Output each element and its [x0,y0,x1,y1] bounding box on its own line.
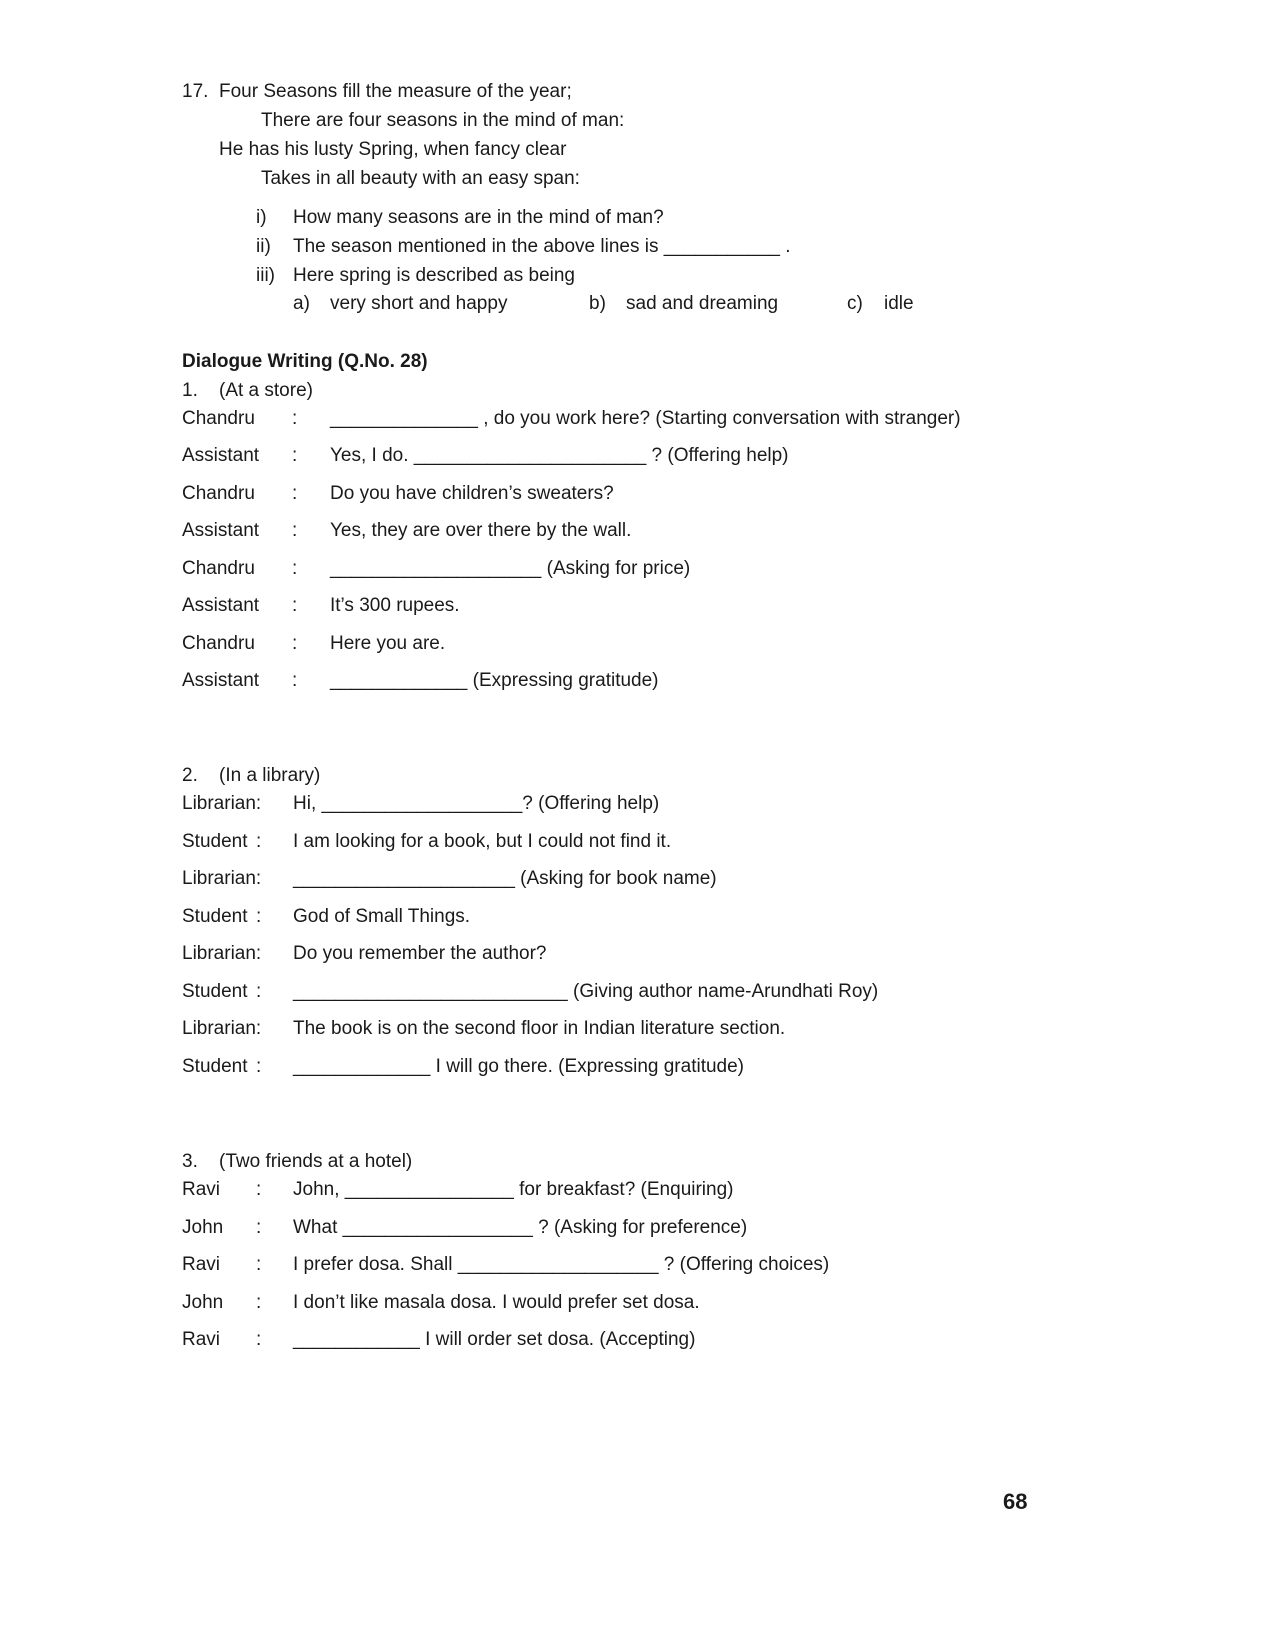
dialogue-line: I prefer dosa. Shall ___________________ ? (Offering choices) [293,1254,830,1275]
dialogue-line: Hi, ___________________? (Offering help) [293,793,660,814]
speaker: Chandru [182,483,255,504]
speaker-colon: : [292,670,298,691]
speaker: John [182,1292,224,1313]
speaker: Ravi [182,1254,221,1275]
dialogue-setting: (In a library) [219,765,321,786]
dialogue-line: God of Small Things. [293,906,471,927]
sub-question-number: iii) [256,265,275,286]
dialogue-line: Do you remember the author? [293,943,547,964]
dialogue-line: ____________________ (Asking for price) [330,558,691,579]
dialogue-line: _____________ I will go there. (Expressing gratitude) [293,1056,745,1077]
speaker: Librarian: [182,793,262,814]
poem-line: Four Seasons fill the measure of the year; [219,81,572,102]
option-label: c) [847,293,863,314]
speaker-colon: : [256,906,262,927]
speaker: John [182,1217,224,1238]
page-number: 68 [1003,1489,1028,1514]
dialogue-line: Here you are. [330,633,446,654]
dialogue-setting: (Two friends at a hotel) [219,1151,413,1172]
dialogue-line: What __________________ ? (Asking for preference) [293,1217,748,1238]
dialogue-number: 3. [182,1151,198,1172]
speaker-colon: : [256,831,262,852]
speaker-colon: : [256,981,262,1002]
speaker: Assistant [182,445,260,466]
speaker: Ravi [182,1329,221,1350]
option-text: sad and dreaming [626,293,779,314]
speaker: Student [182,906,248,927]
speaker: Student [182,1056,248,1077]
speaker: Student [182,831,248,852]
speaker-colon: : [256,1217,262,1238]
speaker-colon: : [292,595,298,616]
dialogue-number: 2. [182,765,198,786]
dialogue-line: Yes, I do. ______________________ ? (Offering help) [330,445,789,466]
dialogue-line: _____________ (Expressing gratitude) [330,670,659,691]
dialogue-line: I don’t like masala dosa. I would prefer set dosa. [293,1292,700,1313]
dialogue-line: The book is on the second floor in Indian literature section. [293,1018,786,1039]
dialogue-line: ____________ I will order set dosa. (Accepting) [293,1329,696,1350]
speaker-colon: : [292,408,298,429]
sub-question-text: Here spring is described as being [293,265,575,286]
dialogue-number: 1. [182,380,198,401]
sub-question-number: ii) [256,236,271,257]
poem-line: There are four seasons in the mind of man: [261,110,625,131]
speaker-colon: : [256,1254,262,1275]
dialogue-line: __________________________ (Giving author name-Arundhati Roy) [293,981,879,1002]
speaker: Librarian: [182,868,262,889]
speaker-colon: : [292,633,298,654]
option-label: b) [589,293,606,314]
dialogue-line: _____________________ (Asking for book name) [293,868,717,889]
speaker-colon: : [256,1179,262,1200]
sub-question-number: i) [256,207,267,228]
speaker: Librarian: [182,943,262,964]
dialogue-line: I am looking for a book, but I could not find it. [293,831,672,852]
option-text: idle [884,293,914,314]
speaker-colon: : [292,445,298,466]
speaker-colon: : [256,1056,262,1077]
speaker: Student [182,981,248,1002]
dialogue-line: Yes, they are over there by the wall. [330,520,632,541]
poem-line: Takes in all beauty with an easy span: [261,168,580,189]
sub-question-text: How many seasons are in the mind of man? [293,207,664,228]
speaker-colon: : [256,1292,262,1313]
option-text: very short and happy [330,293,508,314]
speaker-colon: : [292,520,298,541]
speaker: Assistant [182,670,260,691]
dialogue-line: ______________ , do you work here? (Starting conversation with stranger) [330,408,961,429]
speaker: Ravi [182,1179,221,1200]
speaker-colon: : [292,558,298,579]
dialogue-line: Do you have children’s sweaters? [330,483,614,504]
speaker: Chandru [182,558,255,579]
speaker: Assistant [182,520,260,541]
question-number: 17. [182,81,209,102]
dialogue-setting: (At a store) [219,380,313,401]
speaker-colon: : [292,483,298,504]
speaker: Librarian: [182,1018,262,1039]
sub-question-text: The season mentioned in the above lines is ___________ . [293,236,791,257]
section-title: Dialogue Writing (Q.No. 28) [182,351,428,372]
dialogue-line: It’s 300 rupees. [330,595,460,616]
speaker: Chandru [182,633,255,654]
poem-line: He has his lusty Spring, when fancy clear [219,139,567,160]
option-label: a) [293,293,310,314]
speaker-colon: : [256,1329,262,1350]
speaker: Assistant [182,595,260,616]
dialogue-line: John, ________________ for breakfast? (Enquiring) [293,1179,734,1200]
speaker: Chandru [182,408,255,429]
